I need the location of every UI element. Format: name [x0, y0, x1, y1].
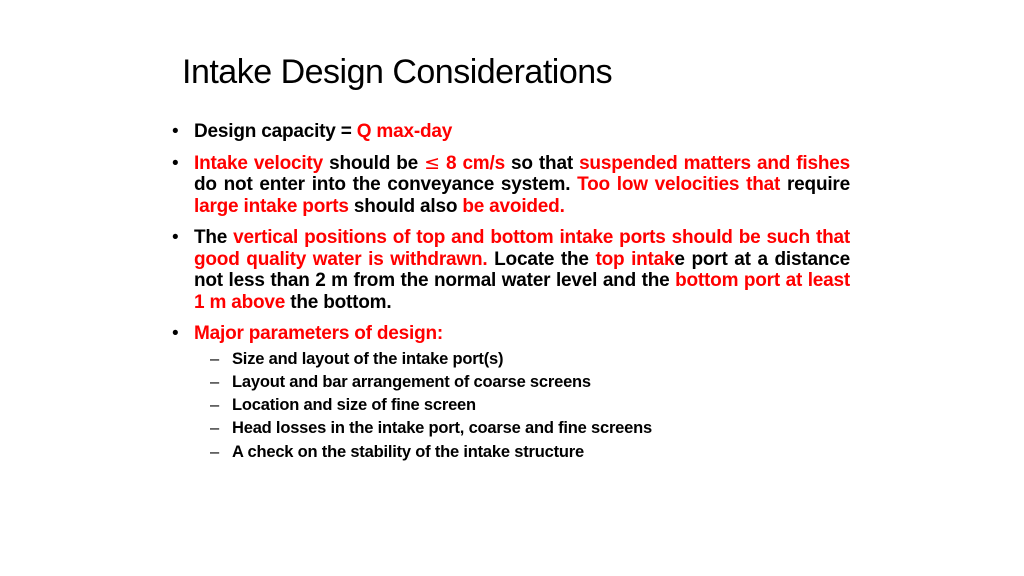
sub-item-text: Size and layout of the intake port(s)	[232, 349, 504, 368]
highlight-segment: 8 cm/s	[439, 152, 505, 174]
less-equal-symbol: ≤	[424, 151, 440, 174]
sub-item-text: A check on the stability of the intake structure	[232, 442, 584, 461]
highlight-segment: suspended matters and fishes	[579, 152, 850, 174]
sub-item	[208, 348, 850, 371]
text-segment: e port at a distance not less than 2 m from the normal water level and the	[194, 248, 850, 291]
text-segment: Design capacity =	[194, 121, 357, 142]
sub-item-text: Location and size of fine screen	[232, 396, 476, 415]
sub-item	[208, 394, 850, 417]
sub-item-text: Head losses in the intake port, coarse and fine screens	[232, 419, 652, 438]
highlight-segment: bottom port at least 1 m above	[194, 270, 851, 313]
text-segment: Locate the	[487, 248, 596, 270]
text-segment: require	[780, 174, 850, 195]
sub-item	[208, 417, 850, 440]
bullet-port-positions	[170, 227, 850, 313]
highlight-segment: Intake velocity	[194, 152, 323, 174]
highlight-segment: Q max-day	[356, 121, 453, 142]
sub-item	[208, 371, 850, 394]
sub-item	[208, 441, 850, 464]
dash-marker: –	[210, 372, 219, 391]
dash-marker: –	[210, 396, 219, 415]
dash-marker: –	[210, 442, 219, 461]
dash-marker: –	[210, 349, 219, 368]
parameter-sublist	[208, 348, 850, 464]
bullet-major-parameters	[170, 323, 850, 464]
text-segment: so that	[504, 152, 580, 174]
text-segment: The	[194, 227, 234, 248]
text-segment: do not enter into the conveyance system.	[194, 174, 578, 195]
highlight-segment: top intak	[595, 248, 675, 270]
bullet-design-capacity	[170, 121, 850, 143]
highlight-segment: vertical positions of top and bottom intake ports should be such that good quality water is withdrawn.	[194, 227, 850, 270]
dash-marker: –	[210, 419, 219, 438]
sub-item-text: Layout and bar arrangement of coarse screens	[232, 372, 591, 391]
bullet-intake-velocity	[170, 153, 850, 218]
highlight-segment: large intake ports	[194, 195, 349, 217]
highlight-segment: be avoided.	[462, 195, 565, 217]
major-parameters-label: Major parameters of design:	[194, 323, 444, 344]
slide-title: Intake Design Considerations	[182, 53, 613, 91]
text-segment: should also	[348, 195, 463, 217]
text-segment: should be	[322, 152, 425, 174]
text-segment: the bottom.	[285, 291, 392, 313]
bullet-list	[170, 121, 850, 474]
highlight-segment: Too low velocities that	[577, 174, 781, 195]
